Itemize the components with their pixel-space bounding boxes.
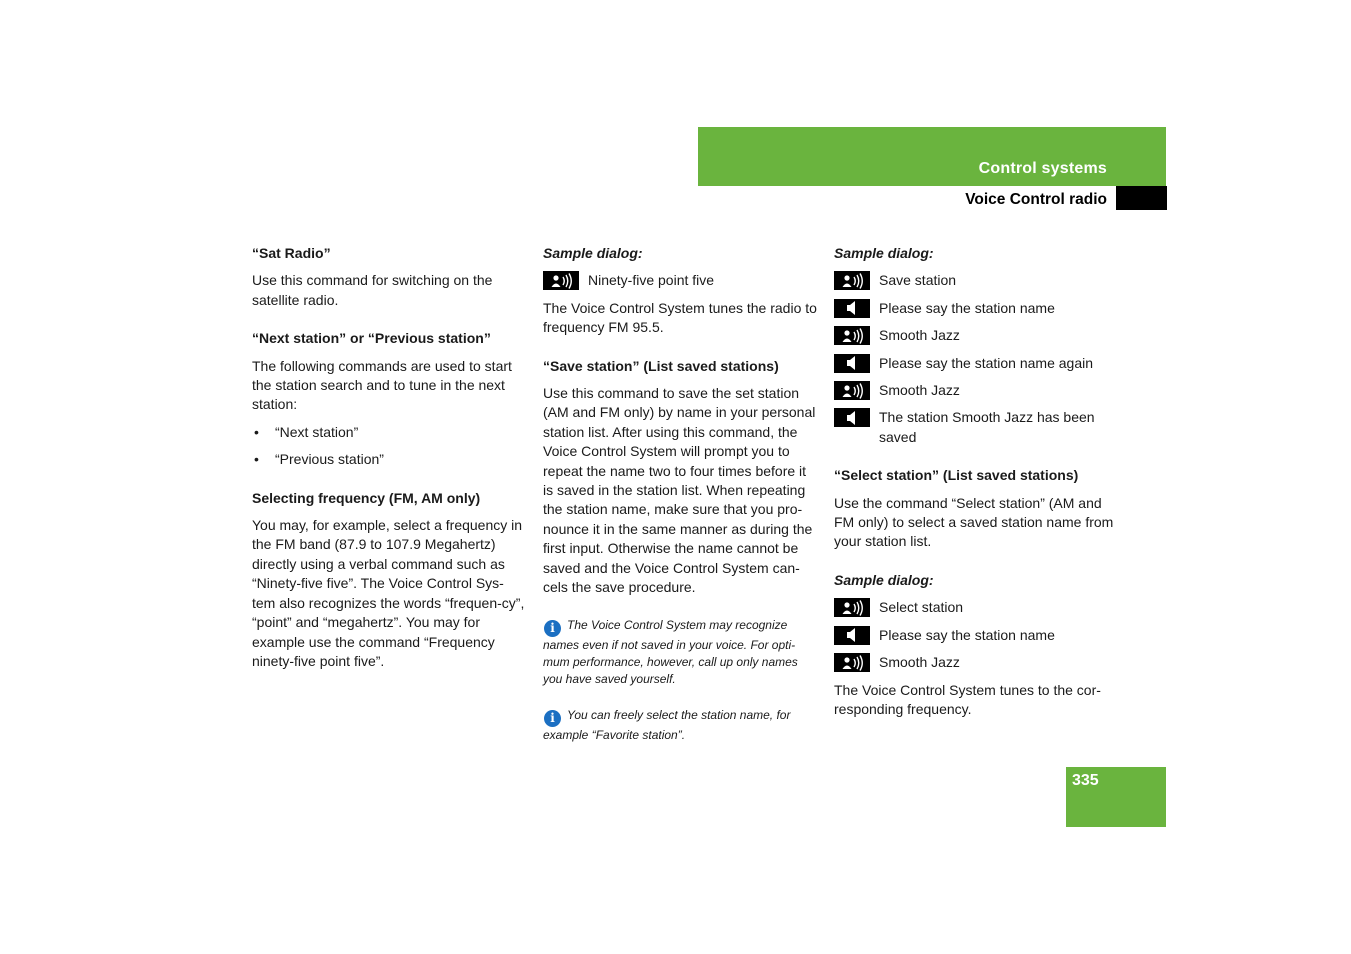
- speak-icon: [834, 598, 870, 617]
- note-text: The Voice Control System may recognize names even if not saved in your voice. For opti-mum performance, however, call up only names you have saved yourself.: [543, 617, 798, 686]
- dialog-line: [834, 271, 1114, 290]
- dialog-text: Select station: [879, 599, 964, 616]
- subsection-title: Voice Control radio: [965, 191, 1107, 208]
- column-2: [543, 244, 818, 753]
- freq-heading: Selecting frequency (FM, AM only): [252, 489, 481, 506]
- speak-icon: [543, 271, 579, 290]
- dialog-text: Ninety-five point five: [588, 272, 715, 289]
- dialog-text: Please say the station name: [879, 626, 1055, 643]
- dialog-text: Save station: [879, 272, 957, 289]
- speaker-icon: [834, 626, 870, 645]
- speaker-icon: [834, 354, 870, 373]
- next-prev-heading: “Next station” or “Previous station”: [252, 330, 491, 347]
- column-3: [834, 244, 1114, 727]
- dialog-text: Smooth Jazz: [879, 654, 960, 671]
- select-heading: “Select station” (List saved stations): [834, 467, 1079, 484]
- command-list: [252, 423, 526, 470]
- list-item: • “Previous station”: [252, 450, 526, 469]
- dialog-line: [834, 653, 1114, 672]
- dialog-text: The station Smooth Jazz has been saved: [879, 409, 1095, 445]
- dialog-text: Smooth Jazz: [879, 382, 960, 399]
- sample-dialog-label: Sample dialog:: [834, 571, 934, 588]
- dialog-line: [543, 271, 818, 290]
- dialog-line: [834, 299, 1114, 318]
- sample-dialog-label: Sample dialog:: [834, 245, 934, 261]
- page-number: 335: [1072, 772, 1099, 789]
- tune-text: The Voice Control System tunes the radio to frequency FM 95.5.: [543, 299, 817, 336]
- speaker-icon: [834, 299, 870, 318]
- speaker-icon: [834, 408, 870, 427]
- column-1: [252, 244, 526, 679]
- final-text: The Voice Control System tunes to the cor-responding frequency.: [834, 681, 1101, 717]
- section-title: Control systems: [978, 160, 1107, 177]
- dialog-line: [834, 626, 1114, 645]
- freq-text: You may, for example, select a frequency in the FM band (87.9 to 107.9 Megahertz) directly using a verbal command such as “Ninety-five five”. The Voice Control Sys-tem also recognizes the words “frequen-cy”, “point” and “megahertz”. You may for example use the command “Frequency ninety-five point five”.: [252, 517, 525, 669]
- dialog-line: [834, 598, 1114, 617]
- next-prev-text: The following commands are used to start the station search and to tune in the next station:: [252, 357, 512, 413]
- note-1: [543, 617, 818, 689]
- dialog-line: [834, 408, 1114, 447]
- speak-icon: [834, 271, 870, 290]
- list-item: • “Next station”: [252, 423, 526, 442]
- info-icon: i: [544, 710, 561, 727]
- dialog-text: Smooth Jazz: [879, 327, 960, 344]
- dialog-line: [834, 326, 1114, 345]
- note-2: [543, 707, 818, 744]
- save-heading: “Save station” (List saved stations): [543, 357, 779, 374]
- dialog-text: Please say the station name: [879, 299, 1055, 316]
- dialog-line: [834, 354, 1114, 373]
- dialog-line: [834, 381, 1114, 400]
- sat-radio-text: Use this command for switching on the satellite radio.: [252, 272, 493, 308]
- note-text: You can freely select the station name, for example “Favorite station”.: [543, 708, 791, 743]
- save-text: Use this command to save the set station (AM and FM only) by name in your personal station list. After using this command, the Voice Control System will prompt you to repeat the name two to four times before it is saved in the station list. When repeating the station name, make sure that you pro-nounce it in the same manner as during the first input. Otherwise the name cannot be saved and the Voice Control System can-cels the save procedure.: [543, 385, 816, 596]
- dialog-text: Please say the station name again: [879, 354, 1094, 371]
- info-icon: i: [544, 620, 561, 637]
- sat-radio-heading: “Sat Radio”: [252, 245, 331, 261]
- header-marker: [1116, 186, 1167, 210]
- speak-icon: [834, 653, 870, 672]
- speak-icon: [834, 381, 870, 400]
- sample-dialog-label: Sample dialog:: [543, 245, 643, 261]
- speak-icon: [834, 326, 870, 345]
- select-text: Use the command “Select station” (AM and FM only) to select a saved station name from your station list.: [834, 494, 1114, 550]
